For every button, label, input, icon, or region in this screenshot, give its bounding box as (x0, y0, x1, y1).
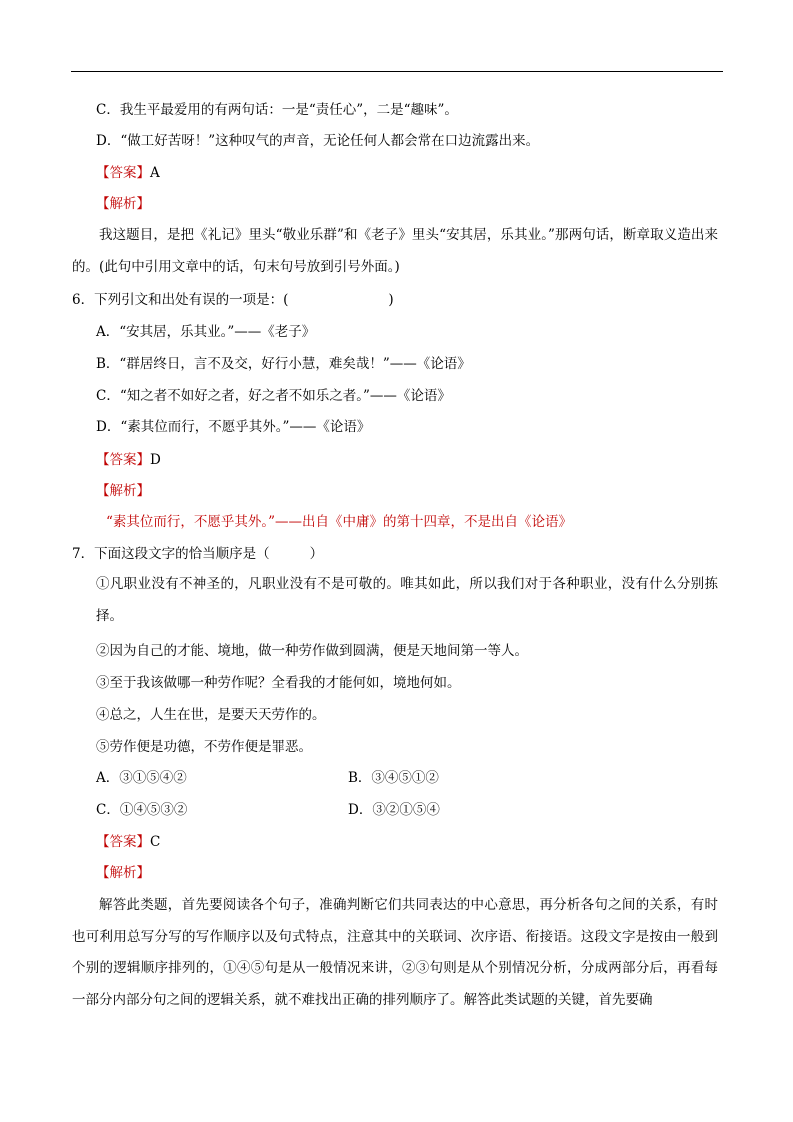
q7-stem-text: 7．下面这段文字的恰当顺序是（ (72, 546, 270, 562)
q5-option-c: C．我生平最爱用的有两句话：一是“责任心”，二是“趣味”。 (96, 102, 458, 118)
q5-option-d: D．“做工好苦呀！”这种叹气的声音，无论任何人都会常在口边流露出来。 (96, 133, 540, 149)
q7-stem-close: ） (309, 546, 324, 562)
q7-answer (96, 832, 160, 852)
q6-stem (72, 290, 394, 310)
q7-option-c: C．①④⑤③② (96, 802, 188, 818)
q6-analysis-label: 【解析】 (96, 483, 150, 499)
q7-sentence-4: ④总之，人生在世，是要天天劳作的。 (96, 707, 326, 723)
q6-stem-text: 6．下列引文和出处有误的一项是：( (72, 292, 289, 308)
q5-analysis-text: 我这题目，是把《礼记》里头“敬业乐群”和《老子》里头“安其居，乐其业。”那两句话，断章取义造出来的。(此句中引用文章中的话，句末句号放到引号外面。) (72, 227, 718, 275)
q6-option-b: B．“群居终日，言不及交，好行小慧，难矣哉！”——《论语》 (96, 356, 471, 372)
q7-sentence-5: ⑤劳作便是功德，不劳作便是罪恶。 (96, 739, 312, 755)
answer-label: 【答案】 (96, 452, 150, 468)
q6-option-d: D．“素其位而行，不愿乎其外。”——《论语》 (96, 419, 371, 435)
q7-option-d: D．③②①⑤④ (348, 802, 440, 818)
q7-sentence-3: ③至于我该做哪一种劳作呢？全看我的才能何如，境地何如。 (96, 675, 461, 691)
q6-option-a: A．“安其居，乐其业。”——《老子》 (96, 324, 316, 340)
q5-answer (96, 163, 160, 183)
q7-stem (72, 544, 323, 564)
header-rule (71, 71, 723, 72)
q6-answer (96, 450, 161, 470)
q5-analysis-label: 【解析】 (96, 196, 150, 212)
q6-stem-close: ) (388, 292, 394, 308)
q7-option-b: B．③④⑤①② (348, 770, 439, 786)
q6-analysis-text: “素其位而行，不愿乎其外。”——出自《中庸》的第十四章，不是出自《论语》 (106, 514, 573, 530)
q6-option-c: C．“知之者不如好之者，好之者不如乐之者。”——《论语》 (96, 388, 451, 404)
q7-sentence-1: ①凡职业没有不神圣的，凡职业没有不是可敬的。唯其如此，所以我们对于各种职业，没有什么分别拣择。 (96, 576, 718, 624)
q7-analysis-label: 【解析】 (96, 865, 150, 881)
answer-value: A (150, 165, 160, 181)
q7-option-a: A．③①⑤④② (96, 770, 187, 786)
answer-label: 【答案】 (96, 834, 150, 850)
answer-value: D (150, 452, 161, 468)
q7-analysis-text: 解答此类题，首先要阅读各个句子，准确判断它们共同表达的中心意思，再分析各句之间的关系，有时也可利用总写分写的写作顺序以及句式特点，注意其中的关联词、次序语、衔接语。这段文字是按由一般到个别的逻辑顺序排列的，①④⑤句是从一般情况来讲，②③句则是从个别情况分析，分成两部分后，再看每一部分内部分句之间的逻辑关系，就不难找出正确的排列顺序了。解答此类试题的关键，首先要确 (72, 897, 718, 1008)
q7-sentence-2: ②因为自己的才能、境地，做一种劳作做到圆满，便是天地间第一等人。 (96, 643, 528, 659)
answer-label: 【答案】 (96, 165, 150, 181)
answer-value: C (150, 834, 161, 850)
